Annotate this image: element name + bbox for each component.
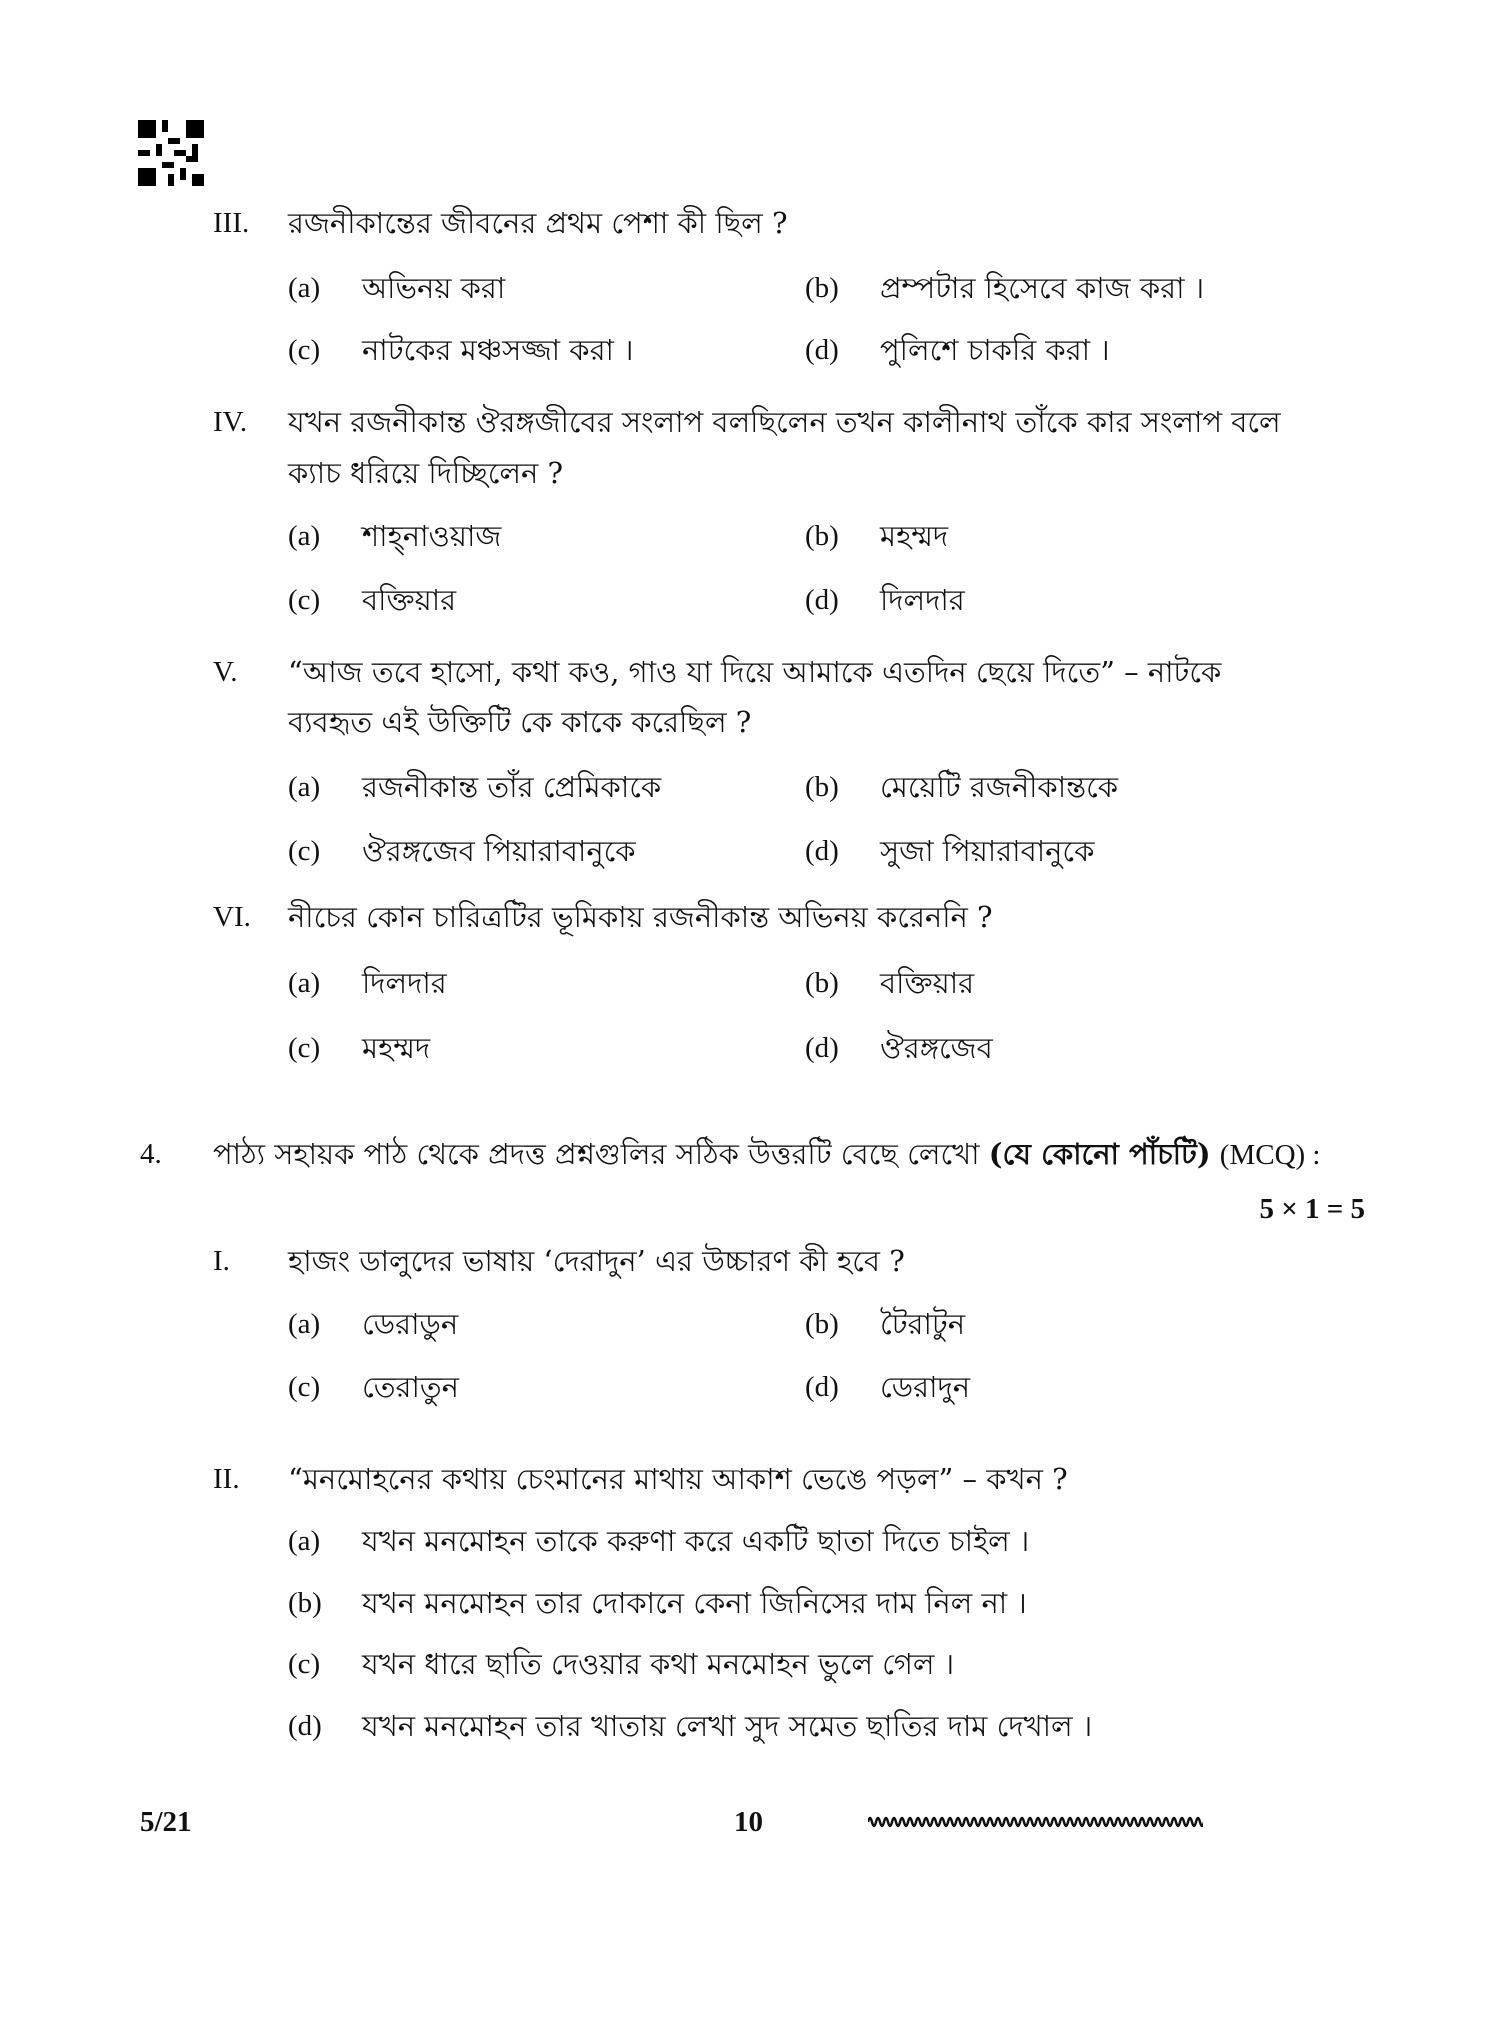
option-text: যখন মনমোহন তার খাতায় লেখা সুদ সমেত ছাতির দাম দেখাল । bbox=[362, 1709, 1093, 1743]
option-label: (d) bbox=[805, 334, 839, 366]
question-number: V. bbox=[213, 656, 238, 688]
question-number: I. bbox=[213, 1245, 230, 1277]
option-text: ঔরঙ্গজেব bbox=[880, 1031, 993, 1065]
option-label: (d) bbox=[805, 584, 839, 616]
option-label: (a) bbox=[288, 272, 321, 304]
question-text: “আজ তবে হাসো, কথা কও, গাও যা দিয়ে আমাকে এতদিন ছেয়ে দিতে” – নাটকে bbox=[288, 655, 1222, 689]
option-label: (b) bbox=[805, 520, 839, 552]
option-label: (b) bbox=[805, 967, 839, 999]
question-number: III. bbox=[213, 207, 250, 239]
option-text: টৈরাটুন bbox=[880, 1307, 966, 1341]
option-text: দিলদার bbox=[362, 966, 447, 1000]
option-label: (b) bbox=[805, 272, 839, 304]
option-label: (a) bbox=[288, 1308, 321, 1340]
option-label: (a) bbox=[288, 771, 321, 803]
paper-code: 5/21 bbox=[140, 1806, 192, 1838]
question-text: নীচের কোন চারিত্রটির ভূমিকায় রজনীকান্ত অভিনয় করেননি ? bbox=[288, 900, 993, 934]
option-text: মহম্মদ bbox=[362, 1031, 431, 1065]
option-label: (c) bbox=[288, 1032, 321, 1064]
option-text: ঔরঙ্গজেব পিয়ারাবানুকে bbox=[362, 834, 636, 868]
question-text: যখন রজনীকান্ত ঔরঙ্গজীবের সংলাপ বলছিলেন তখন কালীনাথ তাঁকে কার সংলাপ বলে bbox=[288, 405, 1281, 439]
option-label: (c) bbox=[288, 334, 321, 366]
question-number: IV. bbox=[213, 406, 248, 438]
option-text: বক্তিয়ার bbox=[880, 966, 975, 1000]
option-label: (d) bbox=[288, 1710, 322, 1742]
option-text: প্রম্পটার হিসেবে কাজ করা । bbox=[880, 271, 1205, 305]
question-text: হাজং ডালুদের ভাষায় ‘দেরাদুন’ এর উচ্চারণ কী হবে ? bbox=[288, 1244, 905, 1278]
question-number: 4. bbox=[140, 1138, 162, 1170]
option-text: সুজা পিয়ারাবানুকে bbox=[880, 834, 1095, 868]
option-text: ডেরাডুন bbox=[362, 1307, 459, 1341]
page-number: 10 bbox=[734, 1806, 763, 1838]
option-text: যখন মনমোহন তাকে করুণা করে একটি ছাতা দিতে চাইল । bbox=[362, 1524, 1030, 1558]
option-label: (a) bbox=[288, 520, 321, 552]
question-text-cont: ব্যবহৃত এই উক্তিটি কে কাকে করেছিল ? bbox=[288, 705, 752, 739]
option-text: যখন মনমোহন তার দোকানে কেনা জিনিসের দাম নিল না । bbox=[362, 1586, 1027, 1620]
instruction-end: (MCQ) : bbox=[1219, 1139, 1321, 1171]
marks: 5 × 1 = 5 bbox=[1259, 1193, 1365, 1225]
option-label: (b) bbox=[288, 1587, 322, 1619]
option-label: (b) bbox=[805, 771, 839, 803]
option-label: (d) bbox=[805, 835, 839, 867]
option-text: নাটকের মঞ্চসজ্জা করা । bbox=[362, 333, 634, 367]
option-text: মেয়েটি রজনীকান্তকে bbox=[880, 770, 1119, 804]
option-text: মহম্মদ bbox=[880, 519, 949, 553]
option-label: (d) bbox=[805, 1032, 839, 1064]
option-label: (c) bbox=[288, 1371, 321, 1403]
instruction-bold: (যে কোনো পাঁচটি) bbox=[988, 1137, 1211, 1171]
wavy-line-decoration bbox=[868, 1812, 1203, 1832]
option-text: অভিনয় করা bbox=[362, 271, 506, 305]
option-label: (b) bbox=[805, 1308, 839, 1340]
question-number: II. bbox=[213, 1463, 240, 1495]
question-text: রজনীকান্তের জীবনের প্রথম পেশা কী ছিল ? bbox=[288, 206, 788, 240]
section-instruction bbox=[213, 1136, 1321, 1173]
instruction-text: পাঠ্য সহায়ক পাঠ থেকে প্রদত্ত প্রশ্নগুলির সঠিক উত্তরটি বেছে লেখো bbox=[213, 1137, 980, 1171]
option-label: (a) bbox=[288, 1525, 321, 1557]
option-label: (c) bbox=[288, 1648, 321, 1680]
question-number: VI. bbox=[213, 901, 251, 933]
option-text: দিলদার bbox=[880, 583, 965, 617]
option-text: তেরাতুন bbox=[362, 1370, 459, 1404]
option-label: (d) bbox=[805, 1371, 839, 1403]
option-label: (a) bbox=[288, 967, 321, 999]
question-text-cont: ক্যাচ ধরিয়ে দিচ্ছিলেন ? bbox=[288, 456, 564, 490]
option-text: ডেরাদুন bbox=[880, 1370, 971, 1404]
option-text: যখন ধারে ছাতি দেওয়ার কথা মনমোহন ভুলে গেল । bbox=[362, 1647, 955, 1681]
qr-code-icon bbox=[138, 120, 204, 186]
option-text: পুলিশে চাকরি করা । bbox=[880, 333, 1110, 367]
option-label: (c) bbox=[288, 584, 321, 616]
question-text: “মনমোহনের কথায় চেংমানের মাথায় আকাশ ভেঙে পড়ল” – কখন ? bbox=[288, 1462, 1068, 1496]
option-text: বক্তিয়ার bbox=[362, 583, 457, 617]
option-text: শাহ্‌নাওয়াজ bbox=[362, 519, 502, 553]
option-label: (c) bbox=[288, 835, 321, 867]
option-text: রজনীকান্ত তাঁর প্রেমিকাকে bbox=[362, 770, 662, 804]
